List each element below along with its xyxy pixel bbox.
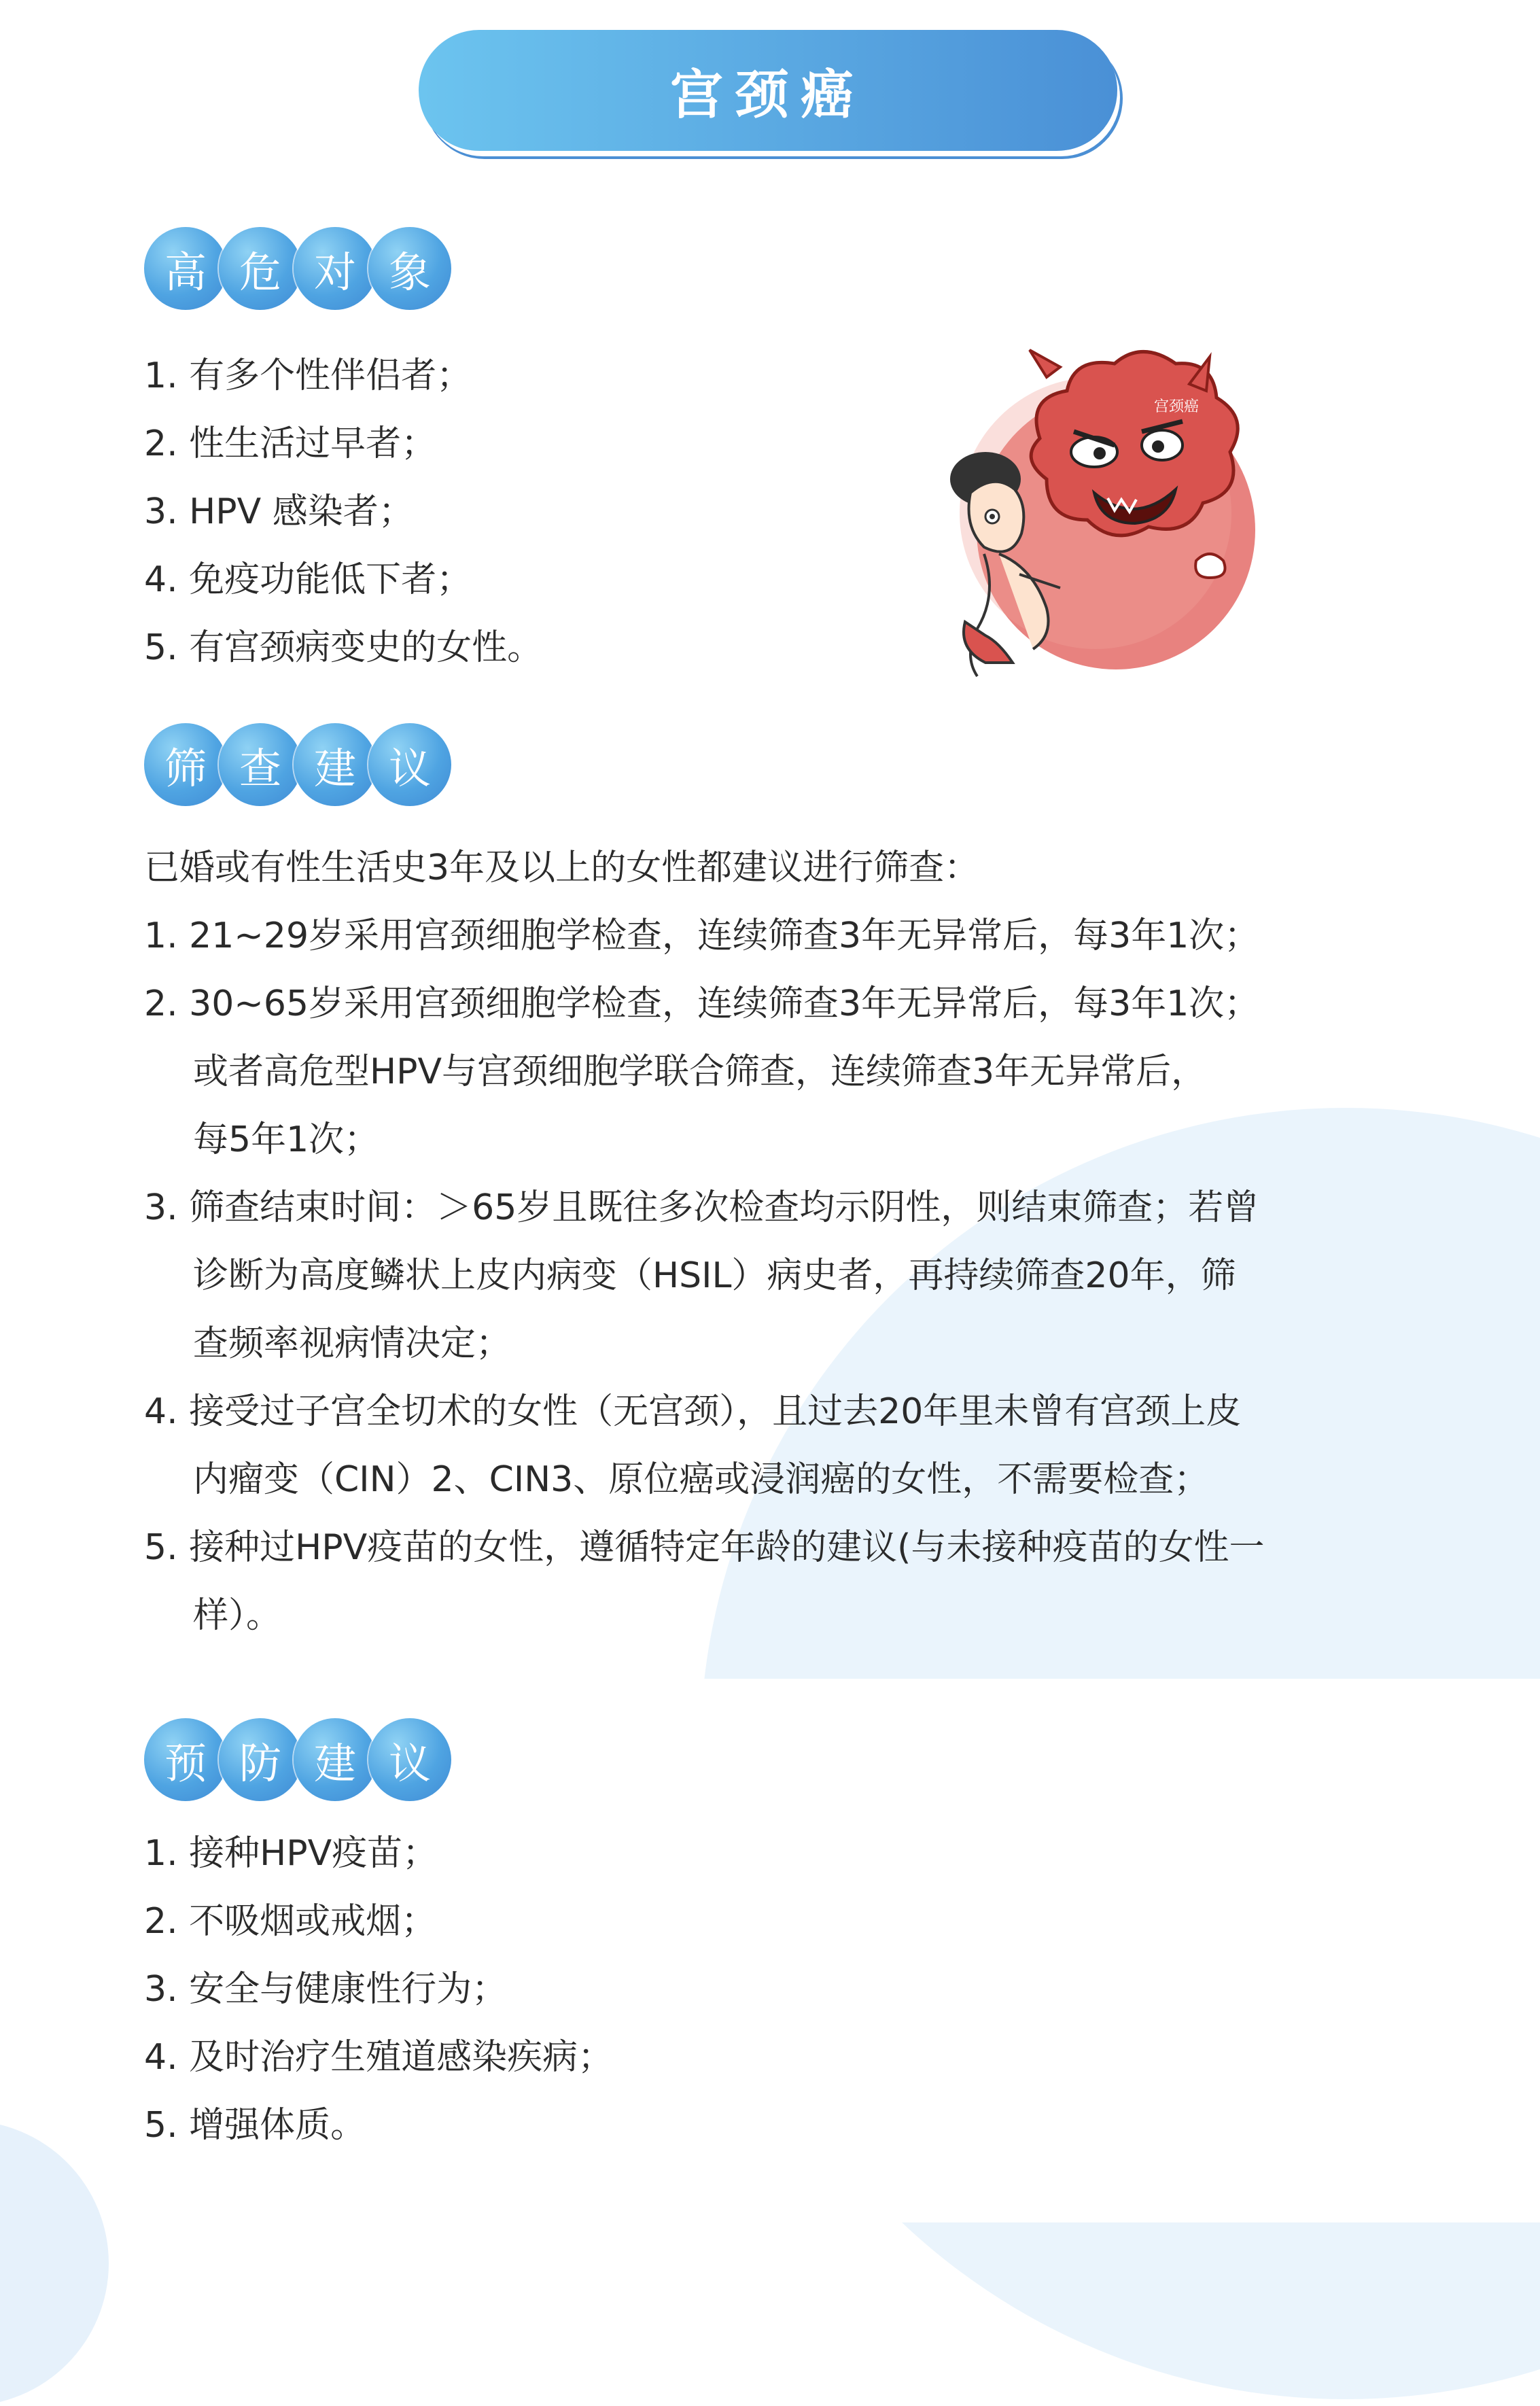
list-item: 2. 不吸烟或戒烟； [144, 1901, 437, 1942]
badge-char: 对 [294, 227, 377, 310]
list-item: 2. 30~65岁采用宫颈细胞学检查，连续筛查3年无异常后，每3年1次； [144, 983, 1260, 1024]
section-badge-prevention [144, 1718, 443, 1801]
list-item: 1. 接种HPV疫苗； [144, 1833, 438, 1874]
list-item-continued: 内瘤变（CIN）2、CIN3、原位癌或浸润癌的女性，不需要检查； [193, 1459, 1210, 1500]
list-item: 1. 21~29岁采用宫颈细胞学检查，连续筛查3年无异常后，每3年1次； [144, 916, 1260, 956]
illustration-label: 宫颈癌 [1154, 398, 1200, 415]
badge-char: 防 [219, 1718, 302, 1801]
list-item-continued: 或者高危型HPV与宫颈细胞学联合筛查，连续筛查3年无异常后， [193, 1051, 1207, 1092]
badge-char: 建 [294, 723, 377, 806]
list-item: 5. 接种过HPV疫苗的女性，遵循特定年龄的建议(与未接种疫苗的女性一 [144, 1527, 1265, 1568]
section-badge-screening [144, 723, 443, 806]
list-item: 5. 有宫颈病变史的女性。 [144, 627, 543, 668]
list-item-continued: 样）。 [193, 1595, 282, 1636]
list-item: 已婚或有性生活史3年及以上的女性都建议进行筛查： [144, 848, 980, 888]
list-item-continued: 每5年1次； [193, 1119, 380, 1160]
cancer-monster-illustration [938, 336, 1264, 690]
prevention-list [144, 1819, 613, 2159]
badge-char: 建 [294, 1718, 377, 1801]
high-risk-list [144, 342, 542, 682]
list-item: 2. 性生活过早者； [144, 423, 437, 464]
list-item: 3. HPV 感染者； [144, 491, 414, 532]
screening-list [144, 834, 1264, 1650]
list-item: 4. 及时治疗生殖道感染疾病； [144, 2037, 614, 2078]
badge-char: 议 [368, 723, 451, 806]
section-badge-high-risk [144, 227, 443, 310]
title-banner [419, 30, 1117, 151]
list-item-continued: 查频率视病情决定； [193, 1323, 512, 1364]
badge-char: 危 [219, 227, 302, 310]
list-item: 3. 筛查结束时间：＞65岁且既往多次检查均示阴性，则结束筛查；若曾 [144, 1187, 1259, 1228]
list-item: 5. 增强体质。 [144, 2105, 366, 2146]
badge-char: 筛 [144, 723, 227, 806]
list-item: 4. 免疫功能低下者； [144, 559, 472, 600]
badge-char: 议 [368, 1718, 451, 1801]
badge-char: 查 [219, 723, 302, 806]
list-item: 1. 有多个性伴侣者； [144, 355, 472, 396]
list-item: 3. 安全与健康性行为； [144, 1969, 508, 2010]
badge-char: 高 [144, 227, 227, 310]
badge-char: 预 [144, 1718, 227, 1801]
page-title: 宫颈癌 [669, 65, 866, 126]
list-item: 4. 接受过子宫全切术的女性（无宫颈），且过去20年里未曾有宫颈上皮 [144, 1391, 1242, 1432]
list-item-continued: 诊断为高度鳞状上皮内病变（HSIL）病史者，再持续筛查20年，筛 [193, 1255, 1236, 1296]
badge-char: 象 [368, 227, 451, 310]
